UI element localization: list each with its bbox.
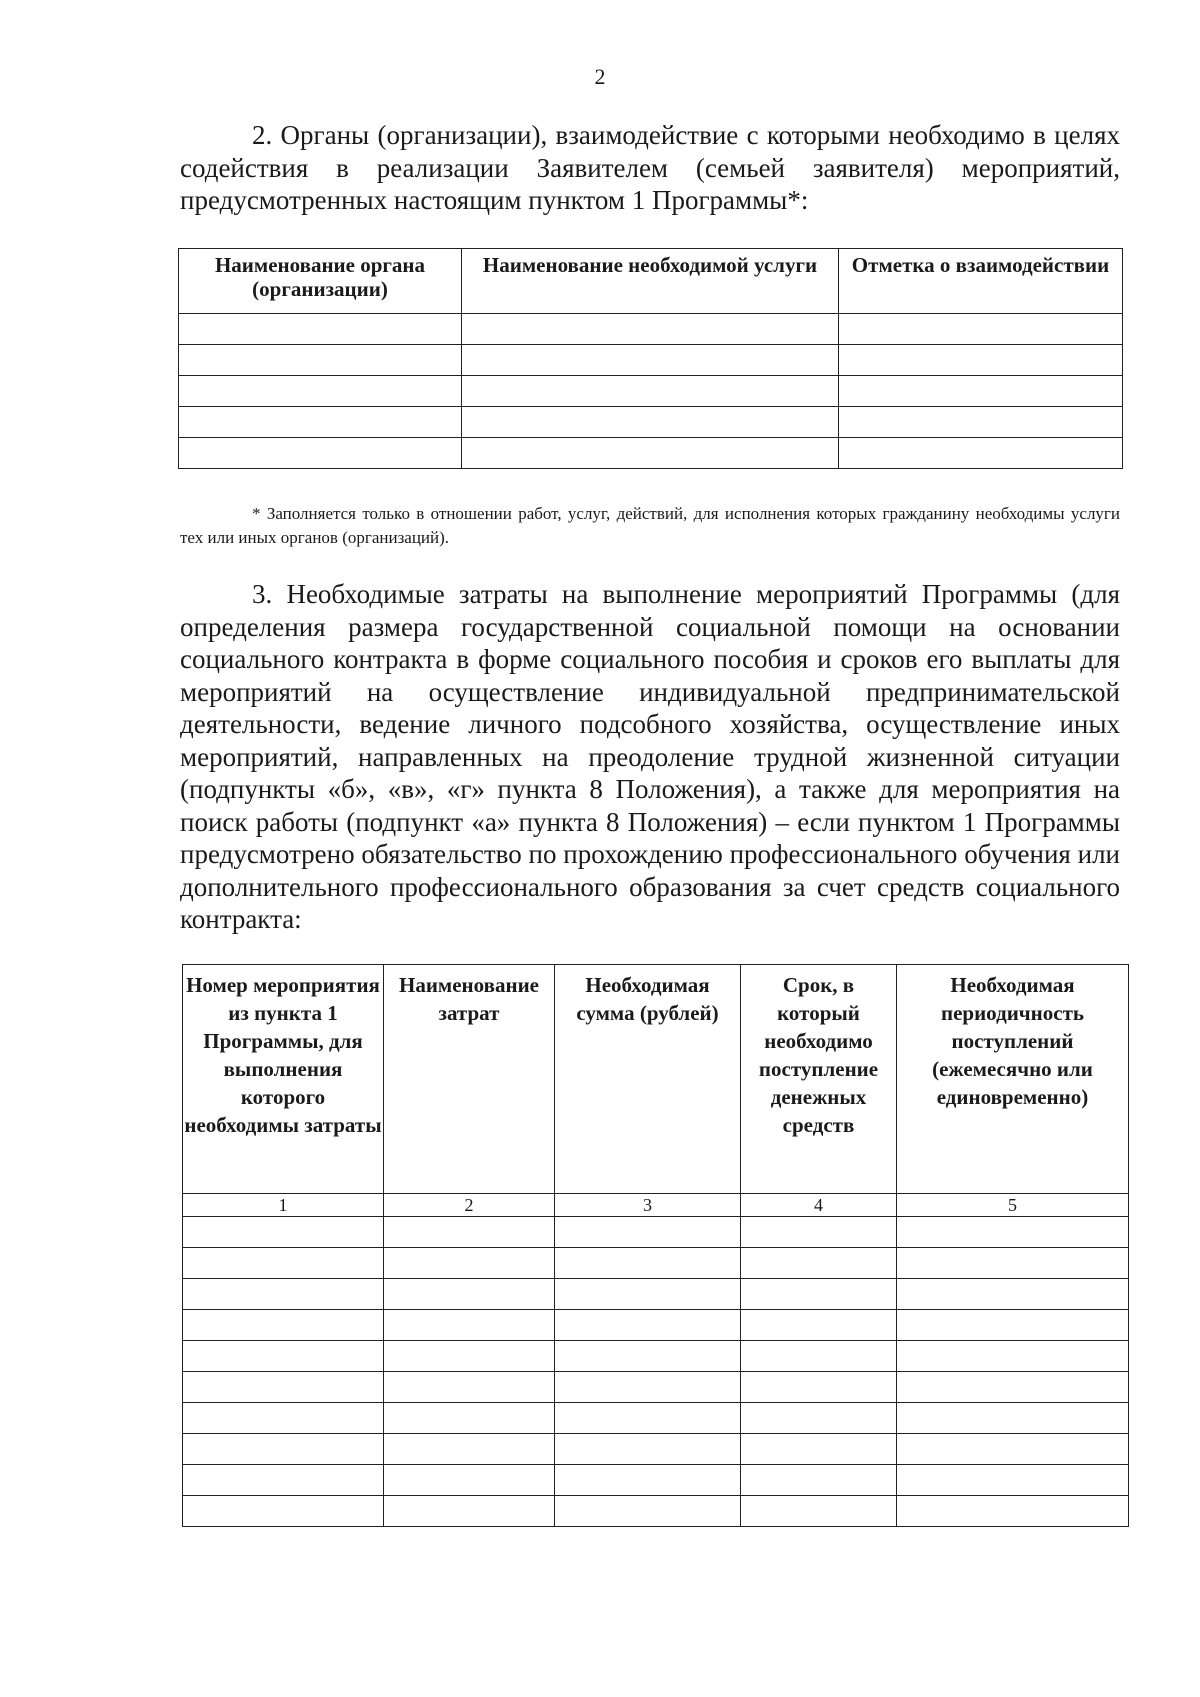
costs-column-numbers-row [183, 1194, 1129, 1217]
table-row [183, 1217, 1129, 1248]
column-number-4: 4 [741, 1194, 897, 1217]
section-3-text: 3. Необходимые затраты на выполнение мероприятий Программы (для определения размера государственной социальной помощи на основании социального контракта в форме социального пособия и сроков его выплаты для мероприятий на осуществление индивидуальной предпринимательской деятельности, ведение личного подсобного хозяйства, осуществление иных мероприятий, направленных на преодоление трудной жизненной ситуации (подпункты «б», «в», «г» пункта 8 Положения), а также для мероприятия на поиск работы (подпункт «а» пункта 8 Положения) – если пунктом 1 Программы предусмотрено обязательство по прохождению профессионального обучения или дополнительного профессионального образования за счет средств социального контракта: [180, 579, 1120, 934]
organs-header-organ: Наименование органа (организации) [179, 249, 462, 314]
costs-table [182, 964, 1129, 1527]
table-row [183, 1341, 1129, 1372]
costs-header-deadline: Срок, в который необходимо поступление денежных средств [741, 965, 897, 1194]
column-number-3: 3 [555, 1194, 741, 1217]
table-row [183, 1496, 1129, 1527]
footnote [180, 502, 1120, 550]
costs-header-amount: Необходимая сумма (рублей) [555, 965, 741, 1194]
section-2-paragraph [180, 119, 1120, 217]
footnote-text: * Заполняется только в отношении работ, услуг, действий, для исполнения которых гражданину необходимы услуги тех или иных органов (организаций). [180, 504, 1120, 547]
table-row [179, 407, 1123, 438]
table-row [179, 314, 1123, 345]
table-row [183, 1372, 1129, 1403]
column-number-2: 2 [384, 1194, 555, 1217]
table-row [183, 1465, 1129, 1496]
costs-header-activity-number: Номер мероприятия из пункта 1 Программы, для выполнения которого необходимы затраты [183, 965, 384, 1194]
table-row [179, 376, 1123, 407]
table-row [183, 1279, 1129, 1310]
table-row [183, 1310, 1129, 1341]
column-number-5: 5 [897, 1194, 1129, 1217]
table-row [183, 1248, 1129, 1279]
table-row [183, 1403, 1129, 1434]
table-row [179, 345, 1123, 376]
costs-table-header-row [183, 965, 1129, 1194]
organs-header-mark: Отметка о взаимодействии [839, 249, 1123, 314]
table-row [179, 438, 1123, 469]
section-3-paragraph [180, 578, 1120, 936]
costs-header-periodicity: Необходимая периодичность поступлений (ежемесячно или единовременно) [897, 965, 1129, 1194]
organs-table-header-row [179, 249, 1123, 314]
organs-header-service: Наименование необходимой услуги [462, 249, 839, 314]
section-2-text: 2. Органы (организации), взаимодействие с которыми необходимо в целях содействия в реализации Заявителем (семьей заявителя) мероприятий, предусмотренных настоящим пунктом 1 Программы*: [180, 120, 1120, 215]
costs-header-cost-name: Наименование затрат [384, 965, 555, 1194]
table-row [183, 1434, 1129, 1465]
organs-table [178, 248, 1123, 469]
column-number-1: 1 [183, 1194, 384, 1217]
page-number: 2 [594, 64, 606, 89]
